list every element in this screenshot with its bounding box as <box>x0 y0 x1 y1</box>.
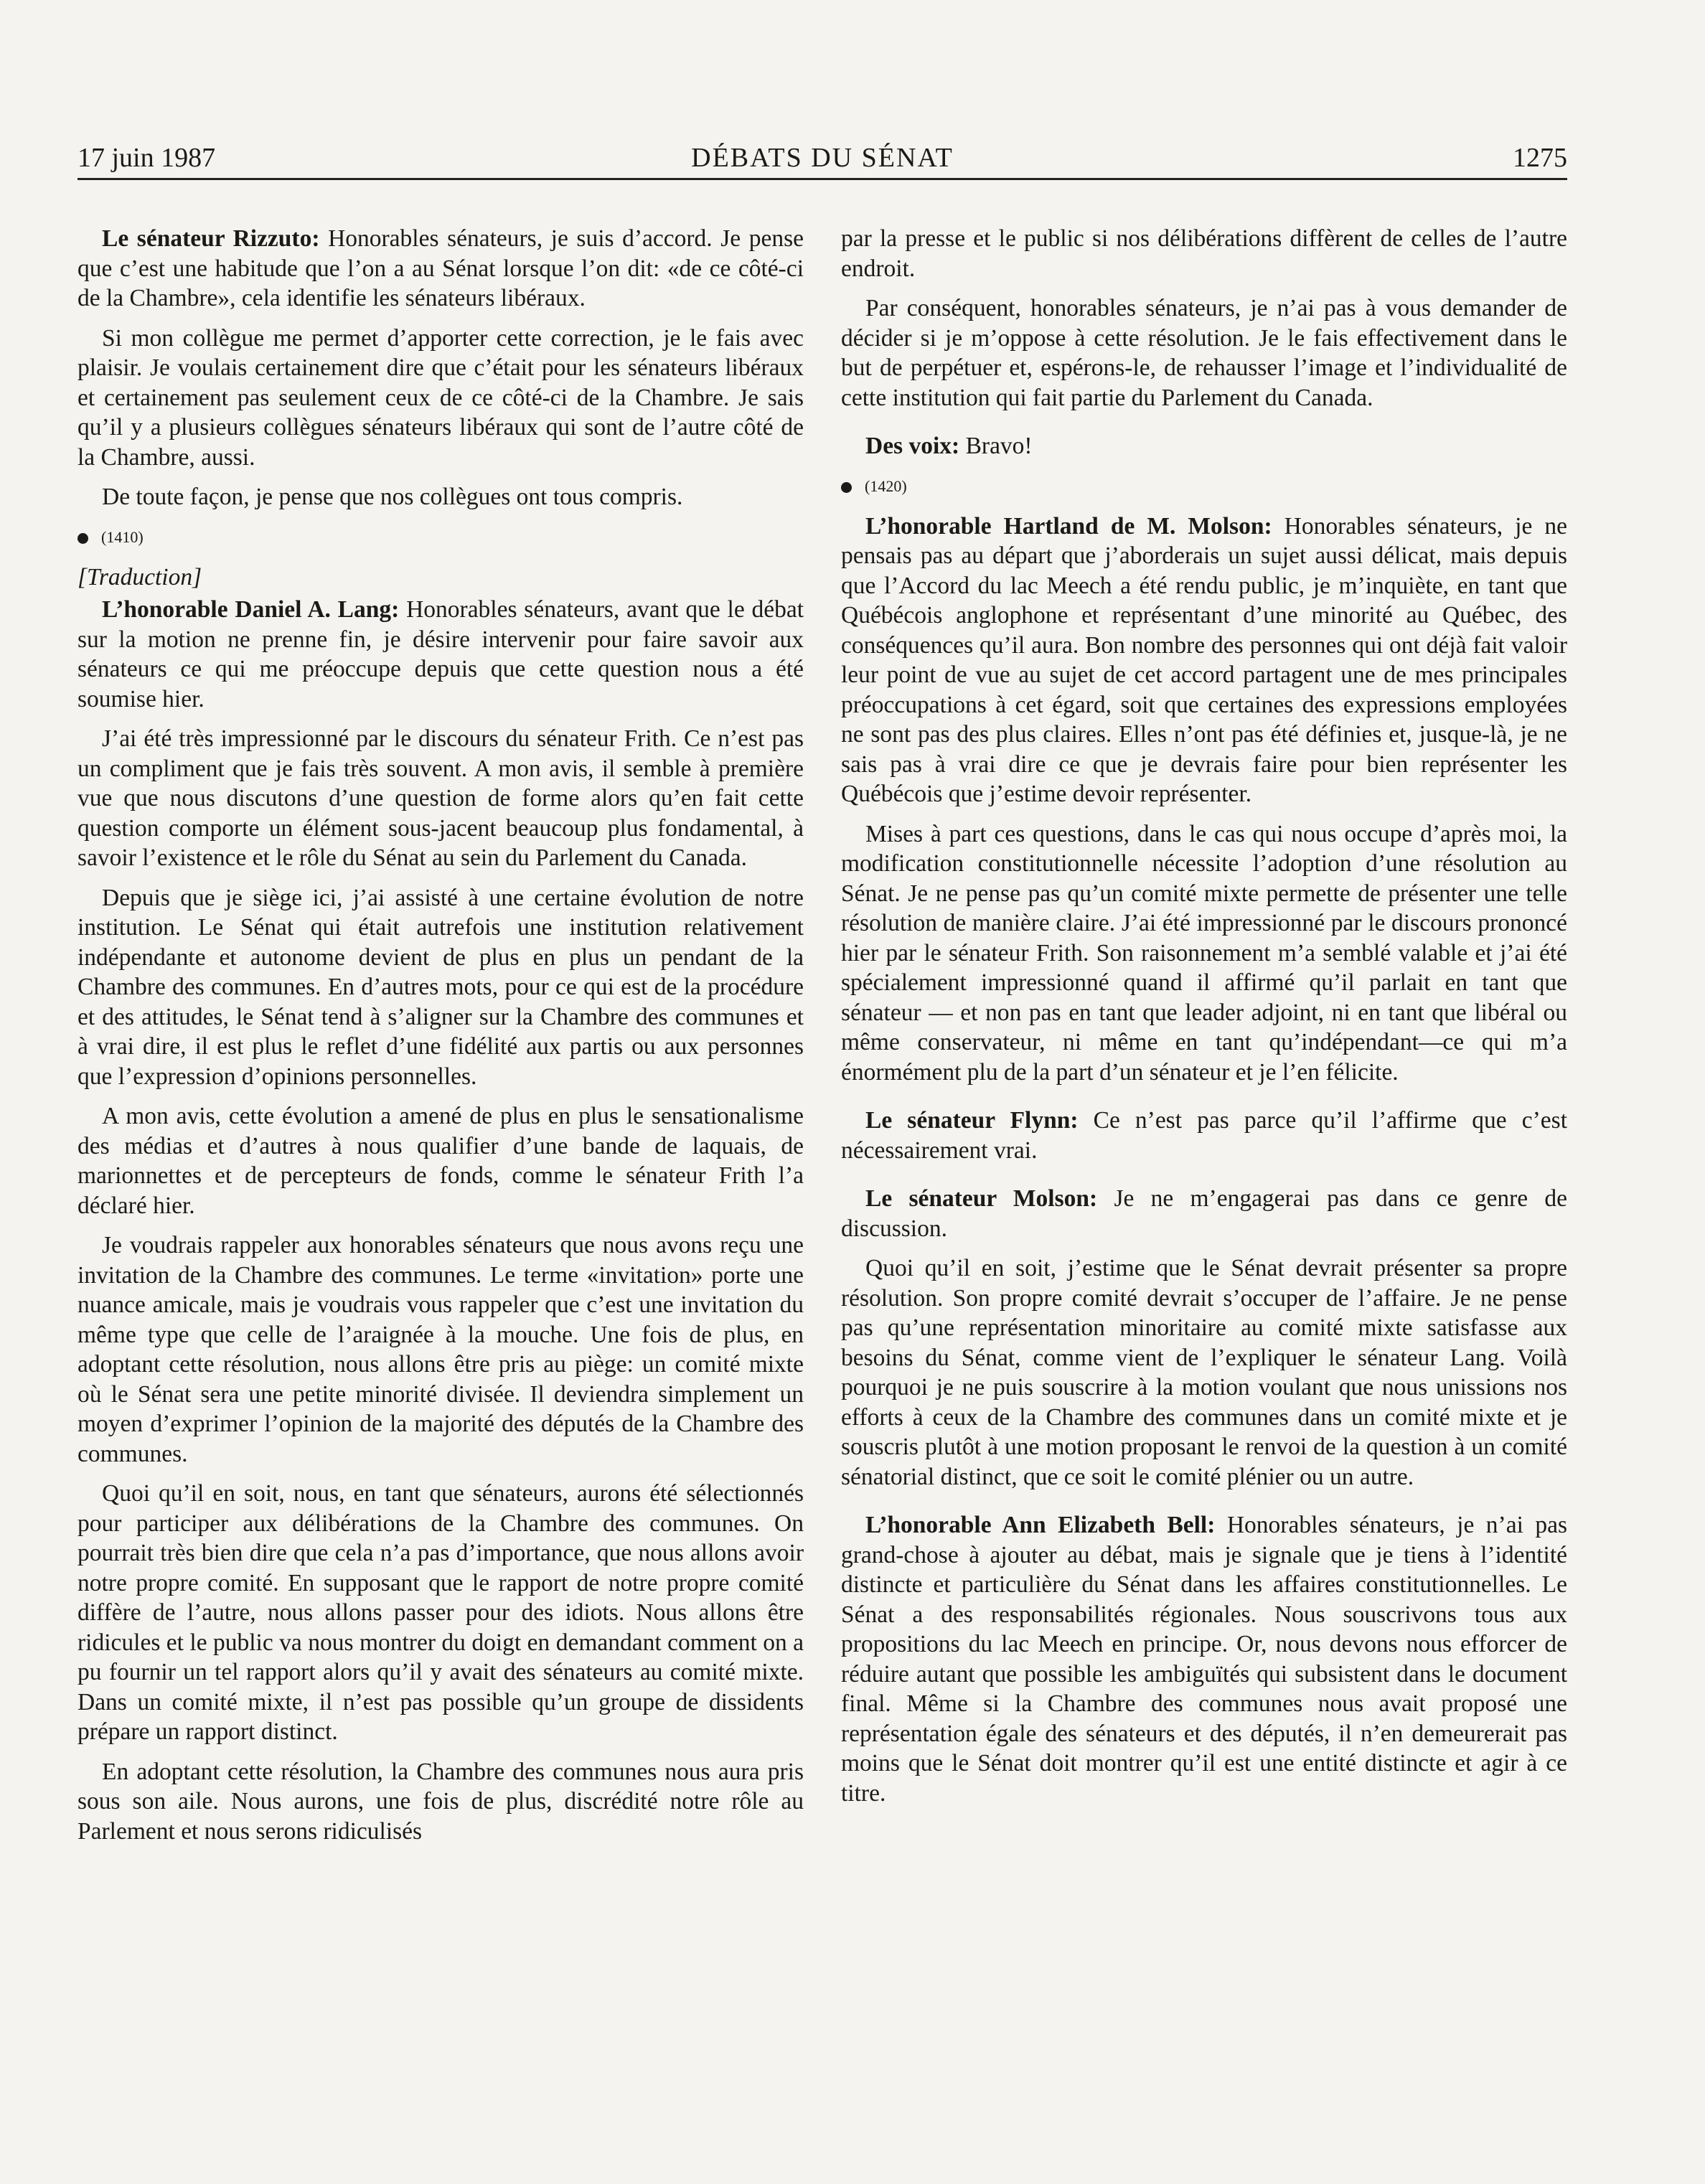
time-marker-text: (1410) <box>101 527 144 546</box>
speaker-name: Le sénateur Flynn: <box>865 1107 1079 1134</box>
speaker-name: L’honorable Ann Elizabeth Bell: <box>865 1512 1216 1538</box>
speech-text: Honorables sénateurs, je suis d’accord. Je pense que c’est une habitude que l’on a au Sénat lorsque l’on dit: «de ce côté-ci de la Chambre», cela identifie les sénateurs libéraux. <box>78 225 804 311</box>
speech-text: Bravo! <box>959 433 1033 459</box>
time-marker <box>841 476 1567 497</box>
speech-text: Honorables sénateurs, avant que le débat sur la motion ne prenne fin, je désire intervenir pour faire savoir aux sénateurs ce qui me préoccupe depuis que cette question nous a été soumise hier. <box>78 596 804 712</box>
speaker-name: Le sénateur Rizzuto: <box>102 225 320 252</box>
paragraph: Mises à part ces questions, dans le cas qui nous occupe d’après moi, la modification constitutionnelle nécessite l’adoption d’une résolution au Sénat. Je ne pense pas qu’un comité mixte permette de présenter une telle résolution de manière claire. J’ai été impressionné par le discours prononcé hier par le sénateur Frith. Son raisonnement m’a semblé valable et j’ai été spécialement impressionné quand il affirmé qu’il parlait en tant que sénateur — et non pas en tant que leader adjoint, ni en tant que libéral ou même conservateur, ni même en tant qu’indépendant—ce qui m’a énormément plu de la part d’un sénateur et je l’en félicite. <box>841 820 1567 1086</box>
speech-text: Ce n’est pas parce qu’il l’affirme que c’est nécessairement vrai. <box>841 1107 1567 1164</box>
paragraph: En adoptant cette résolution, la Chambre des communes nous aura pris sous son aile. Nous aurons, une fois de plus, discrédité notre rôle au Parlement et nous serons ridiculisés <box>78 1758 804 1845</box>
paragraph: par la presse et le public si nos délibérations diffèrent de celles de l’autre endroit. <box>841 225 1567 282</box>
header-title: DÉBATS DU SÉNAT <box>691 143 954 173</box>
left-column <box>78 224 804 1856</box>
paragraph <box>78 595 804 714</box>
speech-text: Honorables sénateurs, je n’ai pas grand-chose à ajouter au débat, mais je signale que je tiens à l’identité distincte et particulière du Sénat dans les affaires constitutionnelles. Le Sénat a des responsabilités régionales. Nous souscrivons tous aux propositions du lac Meech en principe. Or, nous devons nous efforcer de réduire autant que possible les ambiguïtés qui subsistent dans le document final. Même si la Chambre des communes nous avait proposé une représentation égale des sénateurs et des députés, il n’en demeurerait pas moins que le Sénat doit montrer qu’il est une entité distincte et agir à ce titre. <box>841 1512 1567 1807</box>
time-marker-text: (1420) <box>865 476 907 495</box>
paragraph: Par conséquent, honorables sénateurs, je n’ai pas à vous demander de décider si je m’oppose à cette résolution. Je le fais effectivement dans le but de perpétuer et, espérons-le, de rehausser l’image et l’individualité de cette institution qui fait partie du Parlement du Canada. <box>841 295 1567 411</box>
paragraph: Quoi qu’il en soit, j’estime que le Sénat devrait présenter sa propre résolution. Son propre comité devrait s’occuper de l’affaire. Je ne pense pas qu’une représentation minoritaire au comité mixte satisfasse aux besoins du Sénat, comme vient de l’expliquer le sénateur Lang. Voilà pourquoi je ne puis souscrire à la motion voulant que nous unissions nos efforts à ceux de la Chambre des communes dans un comité mixte et je souscris plutôt à une motion proposant le renvoi de la question à un comité sénatorial distinct, que ce soit le comité plénier ou un autre. <box>841 1255 1567 1490</box>
paragraph <box>841 431 1567 461</box>
translation-note: [Traduction] <box>78 563 202 590</box>
paragraph <box>841 1510 1567 1808</box>
speaker-name: Des voix: <box>865 433 960 459</box>
paragraph: Si mon collègue me permet d’apporter cette correction, je le fais avec plaisir. Je voulais certainement dire que c’était pour les sénateurs libéraux et certainement pas seulement ceux de ce côté-ci de la Chambre. Je sais qu’il y a plusieurs collègues sénateurs libéraux qui sont de l’autre côté de la Chambre, aussi. <box>78 324 804 471</box>
page-number: 1275 <box>1513 143 1567 173</box>
page-header <box>78 138 1567 180</box>
speaker-name: Le sénateur Molson: <box>865 1185 1098 1212</box>
paragraph: Je voudrais rappeler aux honorables sénateurs que nous avons reçu une invitation de la Chambre des communes. Le terme «invitation» porte une nuance amicale, mais je voudrais vous rappeler que c’est une invitation du même type que celle de l’araignée à la mouche. Une fois de plus, en adoptant cette résolution, nous allons être pris au piège: un comité mixte où le Sénat sera une petite minorité divisée. Il deviendra simplement un moyen d’exprimer l’opinion de la majorité des députés de la Chambre des communes. <box>78 1232 804 1467</box>
time-marker <box>78 527 804 548</box>
paragraph: Quoi qu’il en soit, nous, en tant que sénateurs, aurons été sélectionnés pour participer aux délibérations de la Chambre des communes. On pourrait très bien dire que cela n’a pas d’importance, que nous allons avoir notre propre comité. En supposant que le rapport de notre propre comité diffère de l’autre, nous allons passer pour des idiots. Nous allons être ridicules et le public va nous montrer du doigt en demandant comment on a pu fournir un tel rapport alors qu’il y avait des sénateurs au comité mixte. Dans un comité mixte, il n’est pas possible qu’un groupe de dissidents prépare un rapport distinct. <box>78 1480 804 1745</box>
paragraph: De toute façon, je pense que nos collègues ont tous compris. <box>102 484 683 510</box>
header-date: 17 juin 1987 <box>78 143 216 173</box>
paragraph <box>841 512 1567 809</box>
speech-text: Je ne m’engagerai pas dans ce genre de discussion. <box>841 1185 1567 1242</box>
paragraph <box>841 1184 1567 1243</box>
paragraph <box>841 1106 1567 1165</box>
speech-text: Honorables sénateurs, je ne pensais pas au départ que j’aborderais un sujet aussi délicat, mais depuis que l’Accord du lac Meech a été rendu public, je m’inquiète, en tant que Québécois anglophone et représentant d’une minorité au Québec, des conséquences qu’il aura. Bon nombre des personnes qui ont déjà fait valoir leur point de vue au sujet de cet accord partagent une de mes principales préoccupations à cet égard, soit que certaines des expressions employées ne sont pas des plus claires. Elles n’ont pas été définies et, jusque-là, je ne sais pas à vrai dire ce que je devrais faire pour bien représenter les Québécois que j’estime devoir représenter. <box>841 512 1568 807</box>
paragraph: J’ai été très impressionné par le discours du sénateur Frith. Ce n’est pas un compliment que je fais très souvent. A mon avis, il semble à première vue que nous discutons d’une question de forme alors qu’en fait cette question comporte un élément sous-jacent beaucoup plus fondamental, à savoir l’existence et le rôle du Sénat au sein du Parlement du Canada. <box>78 725 804 871</box>
bullet-icon <box>841 482 852 493</box>
speaker-name: L’honorable Hartland de M. Molson: <box>865 512 1272 540</box>
right-column <box>841 224 1567 1818</box>
bullet-icon <box>78 533 88 544</box>
speaker-name: L’honorable Daniel A. Lang: <box>102 596 400 623</box>
paragraph <box>78 224 804 314</box>
paragraph: Depuis que je siège ici, j’ai assisté à une certaine évolution de notre institution. Le Sénat qui était autrefois une institution relativement indépendante et autonome devient de plus en plus un pendant de la Chambre des communes. En d’autres mots, pour ce qui est de la procédure et des attitudes, le Sénat tend à s’aligner sur la Chambre des communes et à vrai dire, il est plus le reflet d’une fidélité aux partis ou aux personnes que l’expression d’opinions personnelles. <box>78 884 804 1090</box>
paragraph: A mon avis, cette évolution a amené de plus en plus le sensationalisme des médias et d’autres à nous qualifier d’une bande de laquais, de marionnettes et de percepteurs de fonds, comme le sénateur Frith l’a déclaré hier. <box>78 1103 804 1219</box>
